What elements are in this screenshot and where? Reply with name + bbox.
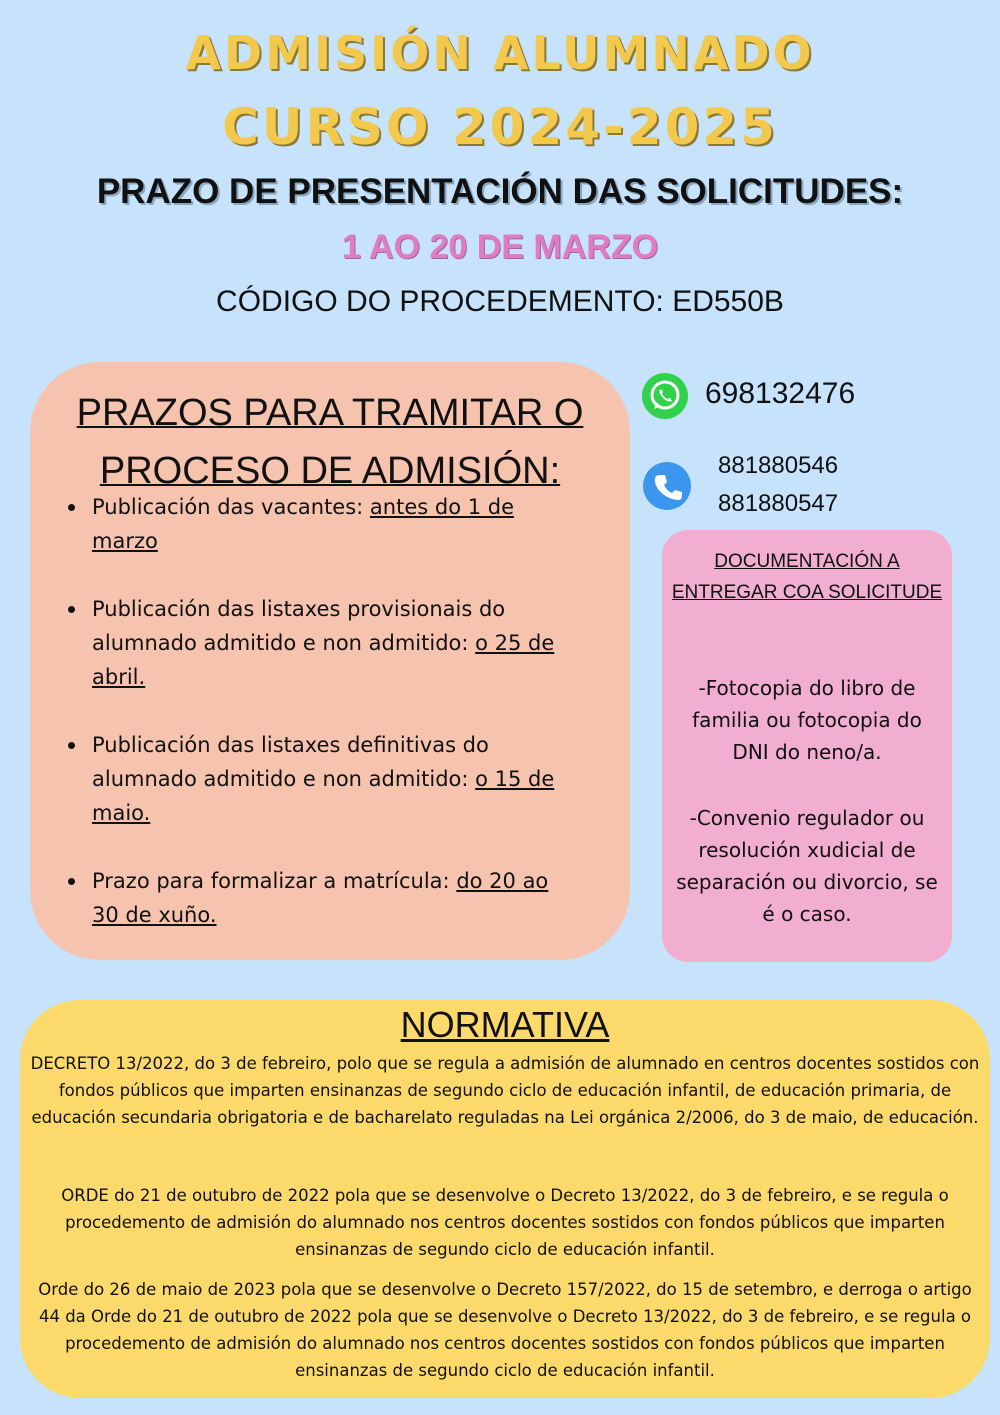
- item-date: o 15 de maio.: [92, 767, 555, 825]
- item-text: Prazo para formalizar a matrícula:: [92, 869, 457, 893]
- regulations-title: NORMATIVA: [400, 1004, 610, 1045]
- subtitle: PRAZO DE PRESENTACIÓN DAS SOLICITUDES:: [96, 172, 904, 211]
- documentation-item: -Fotocopia do libro de familia ou fotocopia do DNI do neno/a.: [692, 676, 922, 764]
- list-item: [92, 864, 572, 932]
- deadlines-list: [92, 490, 572, 966]
- phone-icon: [643, 462, 691, 510]
- list-item: [92, 490, 572, 558]
- phone-number-2[interactable]: 881880547: [718, 490, 839, 517]
- item-date: o 25 de abril.: [92, 631, 555, 689]
- list-item: [92, 728, 572, 830]
- deadlines-panel: [30, 362, 630, 960]
- title-line-2: CURSO 2024-2025: [222, 98, 778, 156]
- submission-dates: 1 AO 20 DE MARZO: [341, 228, 659, 266]
- list-item: [92, 592, 572, 694]
- deadlines-title: PRAZOS PARA TRAMITAR O PROCESO DE ADMISIÓN:: [76, 392, 584, 492]
- item-text: Publicación das listaxes definitivas do alumnado admitido e non admitido:: [92, 733, 489, 791]
- procedure-code: CÓDIGO DO PROCEDEMENTO: ED550B: [216, 285, 784, 318]
- phone-number-1[interactable]: 881880546: [718, 452, 839, 479]
- item-date: do 20 ao 30 de xuño.: [92, 869, 549, 927]
- whatsapp-icon: [642, 373, 688, 419]
- documentation-panel: [662, 530, 952, 962]
- item-text: Publicación das listaxes provisionais do alumnado admitido e non admitido:: [92, 597, 506, 655]
- regulation-paragraph: ORDE do 21 de outubro de 2022 pola que se desenvolve o Decreto 13/2022, do 3 de febreiro, e se regula o procedemento de admisión do alumnado nos centros docentes sostidos con fondos públicos que imparten ensinanzas de segundo ciclo de educación infantil.: [61, 1186, 949, 1259]
- item-date: antes do 1 de marzo: [92, 495, 515, 553]
- documentation-item: -Convenio regulador ou resolución xudicial de separación ou divorcio, se é o caso.: [676, 806, 938, 926]
- item-text: Publicación das vacantes:: [92, 495, 370, 519]
- whatsapp-number[interactable]: 698132476: [705, 377, 856, 410]
- regulation-paragraph: DECRETO 13/2022, do 3 de febreiro, polo que se regula a admisión de alumnado en centros docentes sostidos con fondos públicos que imparten ensinanzas de segundo ciclo de educación infantil, de educación primaria, de educación secundaria obrigatoria e de bacharelato reguladas na Lei orgánica 2/2006, do 3 de maio, de educación.: [30, 1054, 980, 1127]
- title-line-1: ADMISIÓN ALUMNADO: [185, 26, 815, 80]
- documentation-title: DOCUMENTACIÓN A ENTREGAR COA SOLICITUDE: [671, 551, 943, 603]
- regulations-panel: [20, 1000, 990, 1398]
- regulation-paragraph: Orde do 26 de maio de 2023 pola que se desenvolve o Decreto 157/2022, do 15 de setembro, e derroga o artigo 44 da Orde do 21 de outubro de 2022 pola que se desenvolve o Decreto 13/2022, do 3 de febreiro, e se regula o procedemento de admisión do alumnado nos centros docentes sostidos con fondos públicos que imparten ensinanzas de segundo ciclo de educación infantil.: [38, 1280, 972, 1380]
